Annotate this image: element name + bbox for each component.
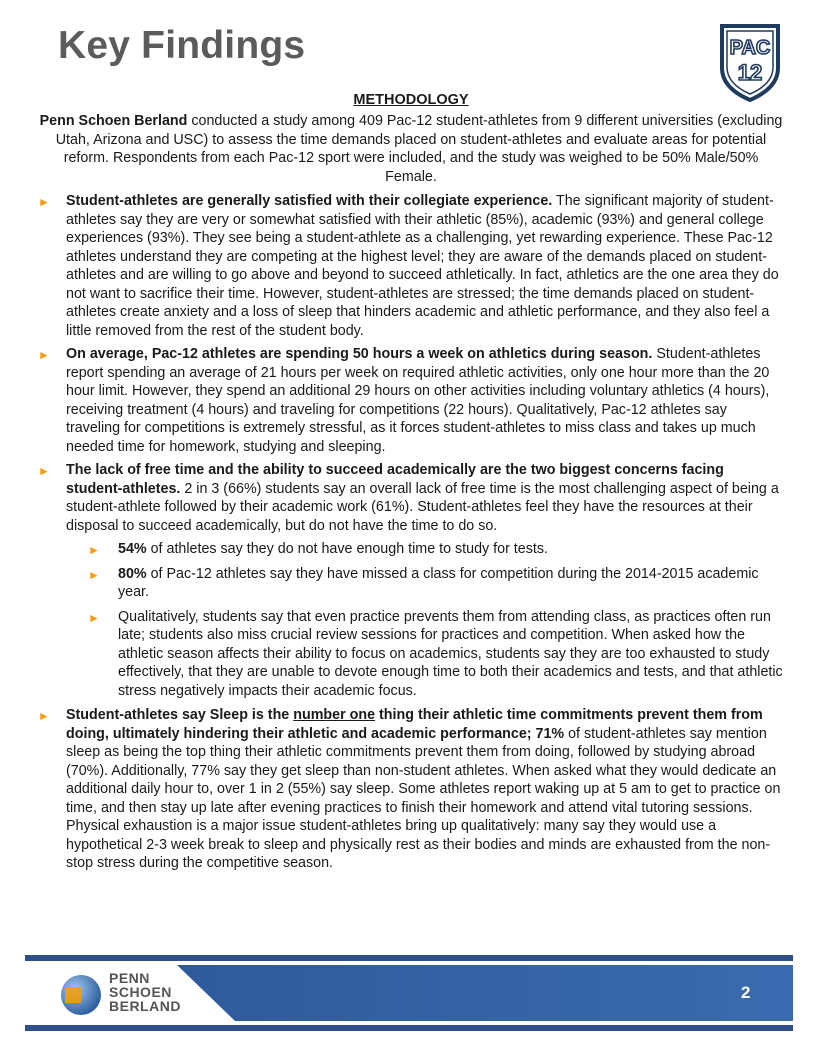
document-body [38, 92, 784, 878]
finding-hours: ► On average, Pac-12 athletes are spending 50 hours a week on athletics during season. Student-athletes report spending an average of 21 hours per week on required athletic activities, only one hour more than the 20 hour limit. However, they spend an additional 29 hours on other activities including voluntary athletics (4 hours), receiving treatment (4 hours) and traveling for competitions (22 hours). Qualitatively, Pac-12 athletes say traveling for competitions is extremely stressful, as it forces student-athletes to miss class and takes up much needed time for homework, studying and sleeping. [38, 346, 770, 455]
psb-globe-icon [59, 973, 103, 1017]
page-title: Key Findings [58, 24, 306, 67]
footer-bottom-rule [25, 1025, 793, 1031]
methodology-lead: Penn Schoen Berland [39, 113, 188, 129]
finding-satisfaction: ► Student-athletes are generally satisfied with their collegiate experience. The significant majority of student-athletes say they are very or somewhat satisfied with their athletic (85%), academic (93%) and general college experiences (93%). They see being a student-athlete as a challenging, yet rewarding experience. These Pac-12 athletes understand they are competing at the highest level; they are aware of the demands placed on student-athletes and are willing to go above and beyond to succeed athletically. In fact, athletics are the one area they do not want to sacrifice their time. However, student-athletes are stressed; the time demands placed on student-athletes create anxiety and a loss of sleep that hinders academic and athletic performance, and they also feel a little removed from the rest of the student body. [38, 193, 779, 339]
sub-finding-study-time: ► 54% of athletes say they do not have enough time to study for tests. [38, 540, 784, 559]
bullet-icon: ► [38, 464, 50, 478]
sub-finding-qualitative: ► Qualitatively, students say that even practice prevents them from attending class, as practices often run late; students also miss crucial review sessions for practices and competition. When asked how the athletic season affects their ability to focus on academics, students say they are too exhausted to study effectively, that they are unable to devote enough time to both their academics and tests, and that athletic stress negatively impacts their academic focus. [88, 608, 783, 699]
bullet-icon: ► [88, 543, 100, 557]
logo-text-bottom: 12 [737, 60, 763, 85]
sub-bullet-list [38, 540, 784, 700]
bullet-icon: ► [38, 348, 50, 362]
pac-12-shield-icon [718, 22, 782, 102]
bullet-icon: ► [88, 567, 100, 582]
page-number: 2 [741, 983, 751, 1002]
sub-finding-missed-class: ► 80% of Pac-12 athletes say they have missed a class for competition during the 2014-2015 academic year. [88, 565, 759, 600]
logo-text-top: PAC [729, 37, 771, 59]
finding-sleep: ► Student-athletes say Sleep is the number one thing their athletic time commitments prevent them from doing, ultimately hindering their athletic and academic performance; 71% of student-athletes say mention sleep as being the top thing their athletic commitments prevent them from doing, followed by studying abroad (70%). Additionally, 77% say they get sleep than non-student athletes. When asked what they would dedicate an additional daily hour to, over 1 in 2 (55%) say sleep. Some athletes report waking up at 5 am to get to practice on time, and then stay up late after evening practices to finish their homework and attend vital tutoring sessions. Physical exhaustion is a major issue student-athletes bring up qualitatively: many say they would use a hypothetical 2-3 week break to sleep and physically rest as their bodies and minds are exhausted from the non-stop stress during the competitive season. [38, 707, 781, 871]
psb-brand-text: PENN SCHOEN BERLAND [109, 970, 181, 1014]
methodology-heading: METHODOLOGY [353, 92, 469, 108]
bullet-icon: ► [38, 195, 50, 209]
finding-free-time: ► The lack of free time and the ability to succeed academically are the two biggest concerns facing student-athletes. 2 in 3 (66%) students say an overall lack of free time is the most challenging aspect of being a student-athlete followed by their academic work (61%). Student-athletes feel they have the resources at their disposal to succeed academically, but do not have the time to do so. [38, 462, 779, 534]
methodology-text: Penn Schoen Berland conducted a study among 409 Pac-12 student-athletes from 9 different universities (excluding Utah, Arizona and USC) to assess the time demands placed on student-athletes and evaluate areas for potential reform. Respondents from each Pac-12 sport were included, and the study was weighed to be 50% Male/50% Female. [39, 113, 783, 185]
bullet-icon: ► [88, 610, 100, 625]
page-footer [25, 955, 793, 1033]
bullet-icon: ► [38, 709, 50, 723]
